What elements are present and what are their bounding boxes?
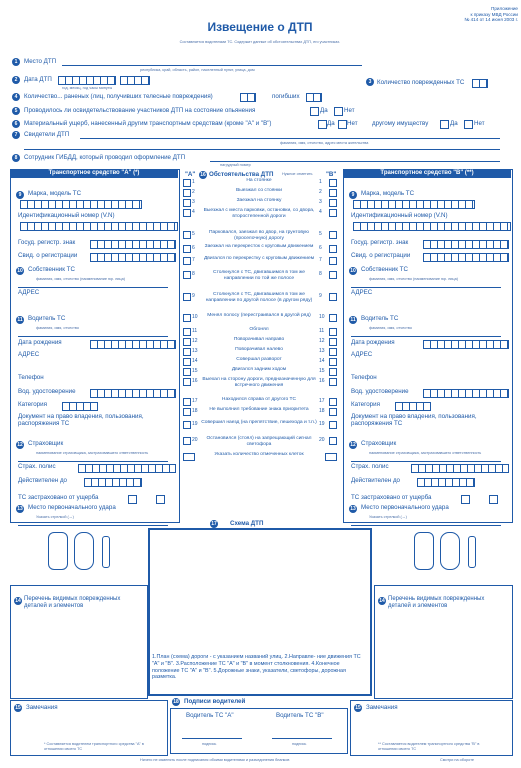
vehicle-a-label-6: Водитель ТС [28, 315, 66, 322]
car-b-top-icon[interactable] [414, 532, 434, 570]
circumstance-a-checkbox[interactable] [183, 348, 191, 356]
vehicle-b-line-13[interactable] [351, 461, 501, 462]
circumstance-row [181, 377, 339, 387]
circumstance-num-a: 15 [192, 368, 198, 374]
circumstance-num-b: 13 [319, 348, 325, 354]
witnesses-line-2[interactable] [24, 149, 500, 150]
page-title: Извещение о ДТП [207, 20, 313, 34]
circumstance-a-checkbox[interactable] [183, 231, 191, 239]
footer-a-note: * Составляется водителем транспортного средства "А" в отношении своего ТС [44, 742, 144, 751]
circumstance-num-b: 11 [319, 328, 325, 334]
circumstance-text: Указать количество отмеченных клеток [214, 452, 304, 457]
circumstance-row [181, 256, 339, 266]
circumstance-b-checkbox[interactable] [329, 437, 337, 445]
intox-no-checkbox[interactable] [334, 107, 343, 116]
witnesses-line[interactable] [80, 138, 500, 139]
vehicle-a-line-6[interactable] [18, 336, 168, 337]
circumstance-row [181, 188, 339, 198]
car-a-side-icon[interactable] [74, 532, 94, 570]
vehicle-a-label-16: ТС застраховано от ущерба [18, 494, 99, 501]
damage-property-label: другому имуществу [372, 120, 429, 127]
field-num-12b: 12 [350, 442, 356, 448]
circumstance-text: Обгонял [249, 327, 269, 332]
vehicle-b-label-11: Категория [351, 401, 380, 408]
circumstance-a-checkbox[interactable] [183, 437, 191, 445]
circumstance-row [181, 407, 339, 417]
circumstance-b-checkbox[interactable] [329, 368, 337, 376]
circumstance-row [181, 178, 339, 188]
vehicle-b-label-10: Вод. удостоверение [351, 388, 409, 395]
officer-line[interactable] [210, 161, 500, 162]
footer-warning: Ничего не изменять после подписания обоими водителями и разъединения бланков [140, 758, 290, 762]
circumstance-a-checkbox[interactable] [183, 358, 191, 366]
circumstance-num-a: 20 [192, 437, 198, 443]
vehicle-b-cells-15[interactable] [417, 478, 475, 487]
circumstance-text: Выезжал со стоянки [236, 188, 282, 193]
circumstance-text: Столкнулся с ТС, двигавшимся в том же направлении по другой полосе (в другом ряду) [205, 292, 313, 303]
intox-yes-checkbox[interactable] [310, 107, 319, 116]
circumstance-num-b: 16 [319, 378, 325, 384]
circumstance-b-checkbox[interactable] [329, 209, 337, 217]
circumstance-b-checkbox[interactable] [329, 293, 337, 301]
field-num-5: 5 [12, 107, 20, 115]
circumstance-a-checkbox[interactable] [183, 338, 191, 346]
circumstance-b-checkbox[interactable] [329, 358, 337, 366]
date-cells[interactable] [58, 76, 116, 85]
circumstance-text: Парковался, заезжал во двор, на грунтовую (проселочную) дорогу [209, 230, 309, 241]
field-num-16: 16 [200, 172, 206, 178]
vehicle-b-label-16: ТС застраховано от ущерба [351, 494, 432, 501]
vehicle-b-label-9: Телефон [351, 374, 377, 381]
circumstance-b-checkbox[interactable] [329, 378, 337, 386]
circumstance-num-a: 3 [192, 199, 195, 205]
vehicle-a-label-3: Свид. о регистрации [18, 252, 78, 259]
circumstance-a-checkbox[interactable] [183, 245, 191, 253]
field-num-11b: 11 [350, 317, 356, 323]
circumstance-a-checkbox[interactable] [183, 408, 191, 416]
circumstance-a-checkbox[interactable] [183, 257, 191, 265]
circumstance-num-b: 7 [319, 257, 322, 263]
yes-label: Да [327, 120, 335, 127]
circumstance-row [181, 327, 339, 337]
vehicle-b-label-2: Госуд. регистр. знак [351, 239, 409, 246]
circumstance-a-checkbox[interactable] [183, 398, 191, 406]
vehicle-a-label-17: Место первоначального удара [28, 504, 116, 511]
car-b-side-icon[interactable] [440, 532, 460, 570]
circumstance-b-checkbox[interactable] [329, 257, 337, 265]
sig-a-label: Водитель ТС "А" [186, 712, 234, 719]
circumstance-row [181, 347, 339, 357]
vehicle-a-label-8: АДРЕС [18, 351, 40, 358]
no-label: Нет [347, 120, 358, 127]
vehicle-a-cells-3[interactable] [90, 253, 176, 262]
circumstance-row [181, 292, 339, 302]
circumstance-b-count[interactable] [325, 453, 337, 461]
officer-label: Сотрудник ГИБДД, который проводил оформление ДТП [24, 154, 186, 161]
mid-col-b: "В" [326, 171, 337, 178]
circumstance-row [181, 270, 339, 280]
circumstance-text: Поворачивал налево [235, 347, 283, 352]
field-num-14b: 14 [379, 598, 385, 604]
circumstance-text: На стоянке [246, 178, 272, 183]
vehicle-a-line-13[interactable] [18, 461, 168, 462]
circumstance-b-checkbox[interactable] [329, 189, 337, 197]
casco-a-yes[interactable] [156, 495, 165, 504]
circumstance-a-checkbox[interactable] [183, 209, 191, 217]
vehicle-a-label-1: Идентификационный номер (V.N) [18, 212, 115, 219]
vehicle-b-hint-17: Указать стрелкой (→) [369, 515, 407, 519]
vehicle-a-cells-1[interactable] [20, 222, 178, 231]
circumstance-b-checkbox[interactable] [329, 338, 337, 346]
circumstance-text: Совершил наезд (на препятствие, пешехода и т.п.) [201, 420, 317, 425]
circumstance-text: Двигался задним ходом [231, 367, 287, 372]
yes-label: Да [320, 107, 328, 114]
vehicle-a-label-4: Собственник ТС [28, 266, 75, 273]
dead-label: погибших [272, 93, 300, 100]
mid-col-a: "А" [185, 171, 196, 178]
circumstance-num-b: 19 [319, 421, 325, 427]
field-num-15a: 15 [15, 705, 21, 711]
place-label: Место ДТП [24, 58, 57, 65]
vehicle-b-label-6: Водитель ТС [361, 315, 399, 322]
vehicle-b-cells-2[interactable] [423, 240, 509, 249]
circumstance-b-checkbox[interactable] [329, 271, 337, 279]
vehicles-count-cells[interactable] [472, 79, 488, 88]
field-num-6: 6 [12, 120, 20, 128]
vehicle-b-label-15: Действителен до [351, 477, 400, 484]
circumstance-text: Поворачивал направо [233, 337, 285, 342]
circumstance-num-b: 6 [319, 245, 322, 251]
vehicle-a-label-10: Вод. удостоверение [18, 388, 76, 395]
circumstance-num-a: 7 [192, 257, 195, 263]
circumstance-row [181, 452, 339, 462]
circumstance-num-b: 9 [319, 293, 322, 299]
casco-a-no[interactable] [128, 495, 137, 504]
circumstance-num-b: 17 [319, 398, 325, 404]
vehicle-a-cells-0[interactable] [20, 200, 142, 209]
circumstance-text: Совершал разворот [236, 357, 282, 362]
field-num-9a: 9 [16, 191, 24, 199]
circumstance-text: Заезжал на перекресток с круговым движением [204, 244, 314, 249]
vehicle-a-label-13: Страховщик [28, 440, 64, 447]
circumstances-title: Обстоятельства ДТП [209, 171, 274, 178]
field-num-12a: 12 [17, 442, 23, 448]
date-label: Дата ДТП [24, 76, 52, 83]
vehicle-b-cells-3[interactable] [423, 253, 509, 262]
footer-see-back: Смотри на обороте [440, 758, 475, 762]
circumstance-num-a: 6 [192, 245, 195, 251]
circumstance-b-checkbox[interactable] [329, 408, 337, 416]
vehicle-b-cells-10[interactable] [423, 389, 509, 398]
vehicle-a-hint-4: фамилия, имя, отчество (наименование юр. лица) [36, 277, 125, 281]
circumstance-a-checkbox[interactable] [183, 293, 191, 301]
circumstance-num-b: 4 [319, 209, 322, 215]
circumstance-a-checkbox[interactable] [183, 314, 191, 322]
circumstance-row [181, 208, 339, 218]
field-num-10a: 10 [17, 268, 23, 274]
circumstance-b-checkbox[interactable] [329, 328, 337, 336]
vehicle-b-hint-4: фамилия, имя, отчество (наименование юр. лица) [369, 277, 458, 281]
place-line[interactable] [62, 65, 362, 66]
circumstance-text: Двигался по перекрестку с круговым движением [203, 256, 315, 261]
circumstance-a-checkbox[interactable] [183, 271, 191, 279]
circumstance-num-a: 8 [192, 271, 195, 277]
damage-property-no[interactable] [464, 120, 473, 129]
vehicle-a-label-14: Страх. полис [18, 463, 56, 470]
field-num-13b: 13 [350, 506, 356, 512]
date-hint: год, месяц, год часы минуты [62, 86, 113, 90]
circumstances-hint: Нужное отметить [282, 172, 313, 176]
damage-a-label: Перечень видимых поврежденных деталей и элементов [24, 596, 121, 609]
damage-other-yes[interactable] [318, 120, 327, 129]
circumstance-a-checkbox[interactable] [183, 189, 191, 197]
vehicle-b-label-12: Документ на право владения, пользования, распоряжения ТС [351, 413, 477, 427]
field-num-10b: 10 [350, 268, 356, 274]
circumstance-a-count[interactable] [183, 453, 195, 461]
circumstance-num-a: 17 [192, 398, 198, 404]
circumstance-b-checkbox[interactable] [329, 314, 337, 322]
vehicle-a-label-0: Марка, модель ТС [28, 190, 82, 197]
appendix-note: Приложение к приказу МВД России № 414 от 14 июня 2003 г. [464, 6, 518, 22]
vehicle-a-cells-11[interactable] [62, 402, 98, 411]
vehicle-b-label-13: Страховщик [361, 440, 397, 447]
circumstance-row [181, 357, 339, 367]
sig-b-hint: подпись [292, 742, 307, 746]
circumstance-b-checkbox[interactable] [329, 231, 337, 239]
vehicle-a-cells-14[interactable] [78, 464, 176, 473]
injured-label: Количество... раненых (лиц, получивших телесные повреждения) [24, 93, 213, 100]
circumstance-text: Выехал на сторону дороги, предназначенную для встречного движения [202, 377, 316, 388]
field-num-11a: 11 [17, 317, 23, 323]
notes-b-label: Замечания [366, 704, 398, 711]
dead-cells[interactable] [306, 93, 322, 102]
field-num-17: 17 [211, 521, 217, 527]
vehicle-b-label-8: АДРЕС [351, 351, 373, 358]
circumstance-row [181, 367, 339, 377]
circumstance-num-a: 14 [192, 358, 198, 364]
circumstance-text: Находился справа от другого ТС [221, 397, 297, 402]
vehicle-b-label-4: Собственник ТС [361, 266, 408, 273]
circumstance-row [181, 436, 339, 446]
vehicle-a-label-5: АДРЕС [18, 289, 40, 296]
field-num-7: 7 [12, 131, 20, 139]
signatures-title: Подписи водителей [184, 698, 246, 705]
injured-cells[interactable] [240, 93, 256, 102]
vehicle-b-header: Транспортное средство "В" (**) [343, 169, 511, 178]
vehicle-b-label-1: Идентификационный номер (V.N) [351, 212, 448, 219]
yes-label: Да [450, 120, 458, 127]
circumstance-num-a: 1 [192, 179, 195, 185]
vehicle-a-header: Транспортное средство "А" (*) [10, 169, 178, 178]
vehicles-count-label: Количество поврежденных ТС [377, 79, 465, 86]
vehicle-b-hint-13: наименование страховщика, застраховавшего ответственность [369, 451, 482, 455]
vehicle-b-cells-7[interactable] [423, 340, 509, 349]
witnesses-hint: фамилия, имя, отчество, адрес места жительства [280, 141, 369, 145]
vehicle-b-cells-0[interactable] [353, 200, 475, 209]
scheme-title: Схема ДТП [230, 520, 264, 527]
circumstance-b-checkbox[interactable] [329, 421, 337, 429]
circumstance-num-b: 8 [319, 271, 322, 277]
circumstance-row [181, 337, 339, 347]
field-num-18: 18 [173, 699, 179, 705]
circumstance-row [181, 198, 339, 208]
vehicle-a-label-2: Госуд. регистр. знак [18, 239, 76, 246]
circumstance-b-checkbox[interactable] [329, 179, 337, 187]
circumstance-num-b: 2 [319, 189, 322, 195]
circumstance-text: Заезжал на стоянку [236, 198, 282, 203]
motorcycle-a-icon[interactable] [102, 536, 110, 568]
circumstance-a-checkbox[interactable] [183, 378, 191, 386]
circumstance-row [181, 397, 339, 407]
vehicle-a-label-15: Действителен до [18, 477, 67, 484]
vehicle-b-cells-14[interactable] [411, 464, 509, 473]
circumstance-num-a: 13 [192, 348, 198, 354]
vehicle-a-cells-10[interactable] [90, 389, 176, 398]
no-label: Нет [474, 120, 485, 127]
vehicle-a-cells-15[interactable] [84, 478, 142, 487]
field-num-4: 4 [12, 93, 20, 101]
field-num-3: 3 [366, 78, 374, 86]
circumstance-num-b: 3 [319, 199, 322, 205]
vehicle-b-cells-11[interactable] [395, 402, 431, 411]
scheme-instructions: 1.План (схема) дороги - с указанием названий улиц. 2.Направле- ние движения ТС "А" и "В". 3.Расположение ТС "А" и "В" в момент столкновения. 4.Конечное положение ТС "А" и "В". 5.Дорожные знаки, указатели, светофоры, дорожная разметка. [152, 654, 361, 681]
vehicle-a-hint-13: наименование страховщика, застраховавшего ответственность [36, 451, 149, 455]
circumstance-num-a: 12 [192, 338, 198, 344]
vehicle-b-label-17: Место первоначального удара [361, 504, 449, 511]
field-num-15b: 15 [355, 705, 361, 711]
damage-other-label: Материальный ущерб, нанесенный другим транспортным средствам (кроме "А" и "В") [24, 120, 272, 127]
vehicle-a-label-11: Категория [18, 401, 47, 408]
circumstance-row [181, 420, 339, 430]
vehicle-b-line-4[interactable] [351, 287, 501, 288]
place-hint: республика, край, область, район, населенный пункт, улица, дом [140, 68, 255, 72]
circumstance-num-b: 14 [319, 358, 325, 364]
vehicle-b-label-0: Марка, модель ТС [361, 190, 415, 197]
circumstance-a-checkbox[interactable] [183, 179, 191, 187]
circumstance-a-checkbox[interactable] [183, 368, 191, 376]
field-num-2: 2 [12, 76, 20, 84]
circumstance-num-b: 1 [319, 179, 322, 185]
casco-b-no[interactable] [461, 495, 470, 504]
circumstance-text: Менял полосу (перестраивался в другой ряд) [207, 313, 311, 318]
circumstance-text: Остановился (стоял) на запрещающий сигнал светофора [206, 436, 312, 447]
circumstance-num-b: 12 [319, 338, 325, 344]
vehicle-a-hint-17: Указать стрелкой (→) [36, 515, 74, 519]
vehicle-a-label-9: Телефон [18, 374, 44, 381]
field-num-8: 8 [12, 154, 20, 162]
circumstance-b-checkbox[interactable] [329, 348, 337, 356]
vehicle-a-line-17[interactable] [18, 525, 168, 526]
vehicle-b-hint-6: фамилия, имя, отчество [369, 326, 412, 330]
notes-a-label: Замечания [26, 704, 58, 711]
circumstance-num-a: 9 [192, 293, 195, 299]
circumstance-num-b: 20 [319, 437, 325, 443]
vehicle-a-hint-6: фамилия, имя, отчество [36, 326, 79, 330]
circumstance-num-a: 18 [192, 408, 198, 414]
circumstance-num-b: 18 [319, 408, 325, 414]
sig-b-label: Водитель ТС "В" [276, 712, 324, 719]
circumstance-row [181, 313, 339, 323]
circumstance-num-a: 4 [192, 209, 195, 215]
field-num-13a: 13 [17, 506, 23, 512]
circumstance-b-checkbox[interactable] [329, 199, 337, 207]
circumstance-a-checkbox[interactable] [183, 421, 191, 429]
sig-a-hint: подпись [202, 742, 217, 746]
witnesses-label: Свидетели ДТП [24, 131, 70, 138]
page-subtitle: Составляется водителями ТС. Содержит данные об обстоятельствах ДТП, его участниках. [179, 40, 341, 44]
vehicle-a-label-12: Документ на право владения, пользования, распоряжения ТС [18, 413, 144, 427]
circumstance-num-a: 19 [192, 421, 198, 427]
circumstance-text: Не выполнил требование знака приоритета [209, 407, 309, 412]
motorcycle-b-icon[interactable] [468, 536, 476, 568]
vehicle-b-line-6[interactable] [351, 336, 501, 337]
circumstance-num-a: 16 [192, 378, 198, 384]
vehicle-b-cells-1[interactable] [353, 222, 511, 231]
circumstance-row [181, 244, 339, 254]
time-cells[interactable] [120, 76, 150, 85]
circumstance-b-checkbox[interactable] [329, 245, 337, 253]
vehicle-a-label-7: Дата рождения [18, 339, 62, 346]
circumstance-num-b: 5 [319, 231, 322, 237]
casco-b-yes[interactable] [489, 495, 498, 504]
field-num-1: 1 [12, 58, 20, 66]
field-num-9b: 9 [349, 191, 357, 199]
sig-a-line[interactable] [182, 738, 242, 739]
circumstance-num-b: 10 [319, 314, 325, 320]
vehicle-b-label-7: Дата рождения [351, 339, 395, 346]
circumstance-text: Столкнулся с ТС, двигавшимся в том же направлении по той же полосе [213, 270, 305, 281]
footer-b-note: ** Составляется водителем транспортного средства "В" в отношении своего ТС [378, 742, 480, 751]
intox-label: Проводилось ли освидетельствование участников ДТП на состояние опьянения [24, 107, 256, 114]
damage-property-yes[interactable] [440, 120, 449, 129]
car-a-top-icon[interactable] [48, 532, 68, 570]
circumstance-a-checkbox[interactable] [183, 328, 191, 336]
sig-b-line[interactable] [272, 738, 332, 739]
vehicle-a-cells-2[interactable] [90, 240, 176, 249]
vehicle-b-line-17[interactable] [351, 525, 501, 526]
vehicle-a-line-4[interactable] [18, 287, 168, 288]
circumstance-row [181, 230, 339, 240]
circumstance-num-a: 2 [192, 189, 195, 195]
damage-other-no[interactable] [338, 120, 347, 129]
circumstance-b-checkbox[interactable] [329, 398, 337, 406]
no-label: Нет [344, 107, 355, 114]
circumstance-num-b: 15 [319, 368, 325, 374]
circumstance-num-a: 11 [192, 328, 198, 334]
vehicle-b-label-14: Страх. полис [351, 463, 389, 470]
circumstance-num-a: 10 [192, 314, 198, 320]
circumstance-a-checkbox[interactable] [183, 199, 191, 207]
field-num-14a: 14 [15, 598, 21, 604]
vehicle-b-label-3: Свид. о регистрации [351, 252, 411, 259]
vehicle-b-label-5: АДРЕС [351, 289, 373, 296]
vehicle-a-cells-7[interactable] [90, 340, 176, 349]
circumstance-text: Выезжал с места парковки, остановки, со двора, второстепенной дороги [203, 208, 315, 219]
circumstance-num-a: 5 [192, 231, 195, 237]
officer-hint: нагрудный номер [220, 163, 251, 167]
damage-b-label: Перечень видимых поврежденных деталей и элементов [388, 596, 485, 609]
